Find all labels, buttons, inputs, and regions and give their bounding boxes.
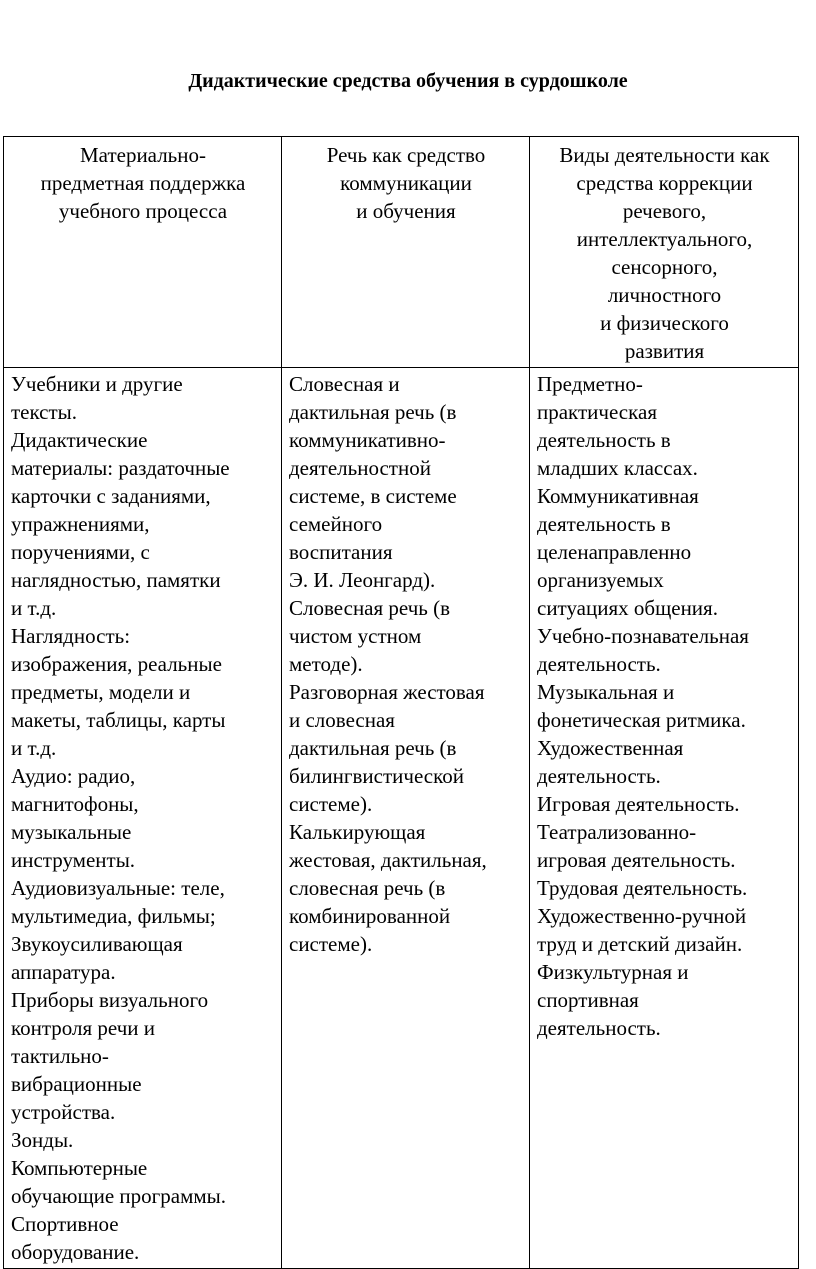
cell-line: системе). xyxy=(289,792,373,816)
cell-line: системе). xyxy=(289,932,373,956)
cell-line: поручениями, с xyxy=(11,540,150,564)
cell-line: и физического xyxy=(600,311,729,335)
cell-line: устройства. xyxy=(11,1100,116,1124)
cell-line: практическая xyxy=(537,400,657,424)
cell-line: Коммуникативная xyxy=(537,484,699,508)
cell-line: деятельность в xyxy=(537,428,671,452)
cell-line: коммуникации xyxy=(340,171,472,195)
cell-line: билингвистической xyxy=(289,764,464,788)
cell-line: развития xyxy=(624,339,705,363)
cell-line: Э. И. Леонгард). xyxy=(289,568,436,592)
cell-line: системе, в системе xyxy=(289,484,457,508)
cell-line: Речь как средство xyxy=(326,143,486,167)
cell-line: коммуникативно- xyxy=(289,428,446,452)
cell-line: вибрационные xyxy=(11,1072,142,1096)
cell-line: деятельность в xyxy=(537,512,671,536)
table-row xyxy=(4,368,799,1269)
cell-line: Театрализованно- xyxy=(537,820,697,844)
cell-line: целенаправленно xyxy=(537,540,692,564)
table-header-row xyxy=(4,137,799,368)
cell-line: сенсорного, xyxy=(611,255,718,279)
cell-line: Приборы визуального xyxy=(11,988,209,1012)
cell-line: дактильная речь (в xyxy=(289,736,457,760)
cell-line: инструменты. xyxy=(11,848,136,872)
cell-line: мультимедиа, фильмы; xyxy=(11,904,216,928)
cell-line: упражнениями, xyxy=(11,512,150,536)
cell-line: материалы: раздаточные xyxy=(11,456,230,480)
cell-line: личностного xyxy=(607,283,722,307)
cell-line: наглядностью, памятки xyxy=(11,568,221,592)
cell-line: магнитофоны, xyxy=(11,792,139,816)
cell-line: Звукоусиливающая xyxy=(11,932,183,956)
cell-line: воспитания xyxy=(289,540,393,564)
cell-line: Разговорная жестовая xyxy=(289,680,485,704)
cell-line: Учебно-познавательная xyxy=(537,624,749,648)
cell-line: методе). xyxy=(289,652,363,676)
cell-line: деятельность. xyxy=(537,1016,661,1040)
cell-line: комбинированной xyxy=(289,904,451,928)
cell-line: Трудовая деятельность. xyxy=(537,876,748,900)
cell-line: обучающие программы. xyxy=(11,1184,227,1208)
cell-line: младших классах. xyxy=(537,456,698,480)
cell-line: Художественная xyxy=(537,736,684,760)
cell-line: деятельность. xyxy=(537,764,661,788)
cell-material-support-items xyxy=(4,368,282,1269)
cell-line: Зонды. xyxy=(11,1128,74,1152)
cell-line: и словесная xyxy=(289,708,395,732)
header-cell-speech xyxy=(282,137,530,368)
cell-line: Компьютерные xyxy=(11,1156,148,1180)
cell-line: Материально- xyxy=(80,143,206,167)
cell-line: предметная поддержка xyxy=(40,171,246,195)
cell-line: оборудование. xyxy=(11,1240,140,1264)
cell-line: деятельностной xyxy=(289,456,431,480)
cell-line: Учебники и другие xyxy=(11,372,183,396)
cell-line: учебного процесса xyxy=(58,199,228,223)
cell-line: средства коррекции xyxy=(576,171,753,195)
cell-line: Музыкальная и xyxy=(537,680,675,704)
cell-line: Спортивное xyxy=(11,1212,119,1236)
cell-line: фонетическая ритмика. xyxy=(537,708,746,732)
cell-line: Аудиовизуальные: теле, xyxy=(11,876,225,900)
cell-line: семейного xyxy=(289,512,383,536)
document-title: Дидактические средства обучения в сурдошколе xyxy=(188,70,628,92)
cell-activities-items xyxy=(530,368,799,1269)
cell-line: Физкультурная и xyxy=(537,960,689,984)
cell-line: Словесная и xyxy=(289,372,400,396)
cell-line: карточки с заданиями, xyxy=(11,484,211,508)
cell-line: Дидактические xyxy=(11,428,148,452)
cell-line: Калькирующая xyxy=(289,820,426,844)
cell-line: организуемых xyxy=(537,568,664,592)
didactic-means-table xyxy=(3,136,799,1269)
cell-line: Наглядность: xyxy=(11,624,131,648)
cell-line: Словесная речь (в xyxy=(289,596,451,620)
cell-line: и обучения xyxy=(356,199,456,223)
cell-line: Виды деятельности как xyxy=(559,143,770,167)
cell-line: тексты. xyxy=(11,400,78,424)
cell-line: тактильно- xyxy=(11,1044,109,1068)
cell-line: чистом устном xyxy=(289,624,422,648)
cell-line: аппаратура. xyxy=(11,960,116,984)
cell-line: жестовая, дактильная, xyxy=(289,848,487,872)
cell-line: музыкальные xyxy=(11,820,132,844)
cell-line: контроля речи и xyxy=(11,1016,156,1040)
cell-speech-items xyxy=(282,368,530,1269)
cell-line: и т.д. xyxy=(11,596,57,620)
cell-line: ситуациях общения. xyxy=(537,596,718,620)
header-cell-material-support xyxy=(4,137,282,368)
cell-line: предметы, модели и xyxy=(11,680,191,704)
cell-line: и т.д. xyxy=(11,736,57,760)
cell-line: речевого, xyxy=(622,199,707,223)
cell-line: Предметно- xyxy=(537,372,643,396)
cell-line: Художественно-ручной xyxy=(537,904,747,928)
cell-line: макеты, таблицы, карты xyxy=(11,708,226,732)
cell-line: спортивная xyxy=(537,988,639,1012)
cell-line: дактильная речь (в xyxy=(289,400,457,424)
header-cell-activities xyxy=(530,137,799,368)
cell-line: деятельность. xyxy=(537,652,661,676)
cell-line: Игровая деятельность. xyxy=(537,792,740,816)
cell-line: интеллектуального, xyxy=(576,227,753,251)
cell-line: словесная речь (в xyxy=(289,876,446,900)
cell-line: игровая деятельность. xyxy=(537,848,736,872)
cell-line: изображения, реальные xyxy=(11,652,222,676)
cell-line: Аудио: радио, xyxy=(11,764,136,788)
cell-line: труд и детский дизайн. xyxy=(537,932,743,956)
